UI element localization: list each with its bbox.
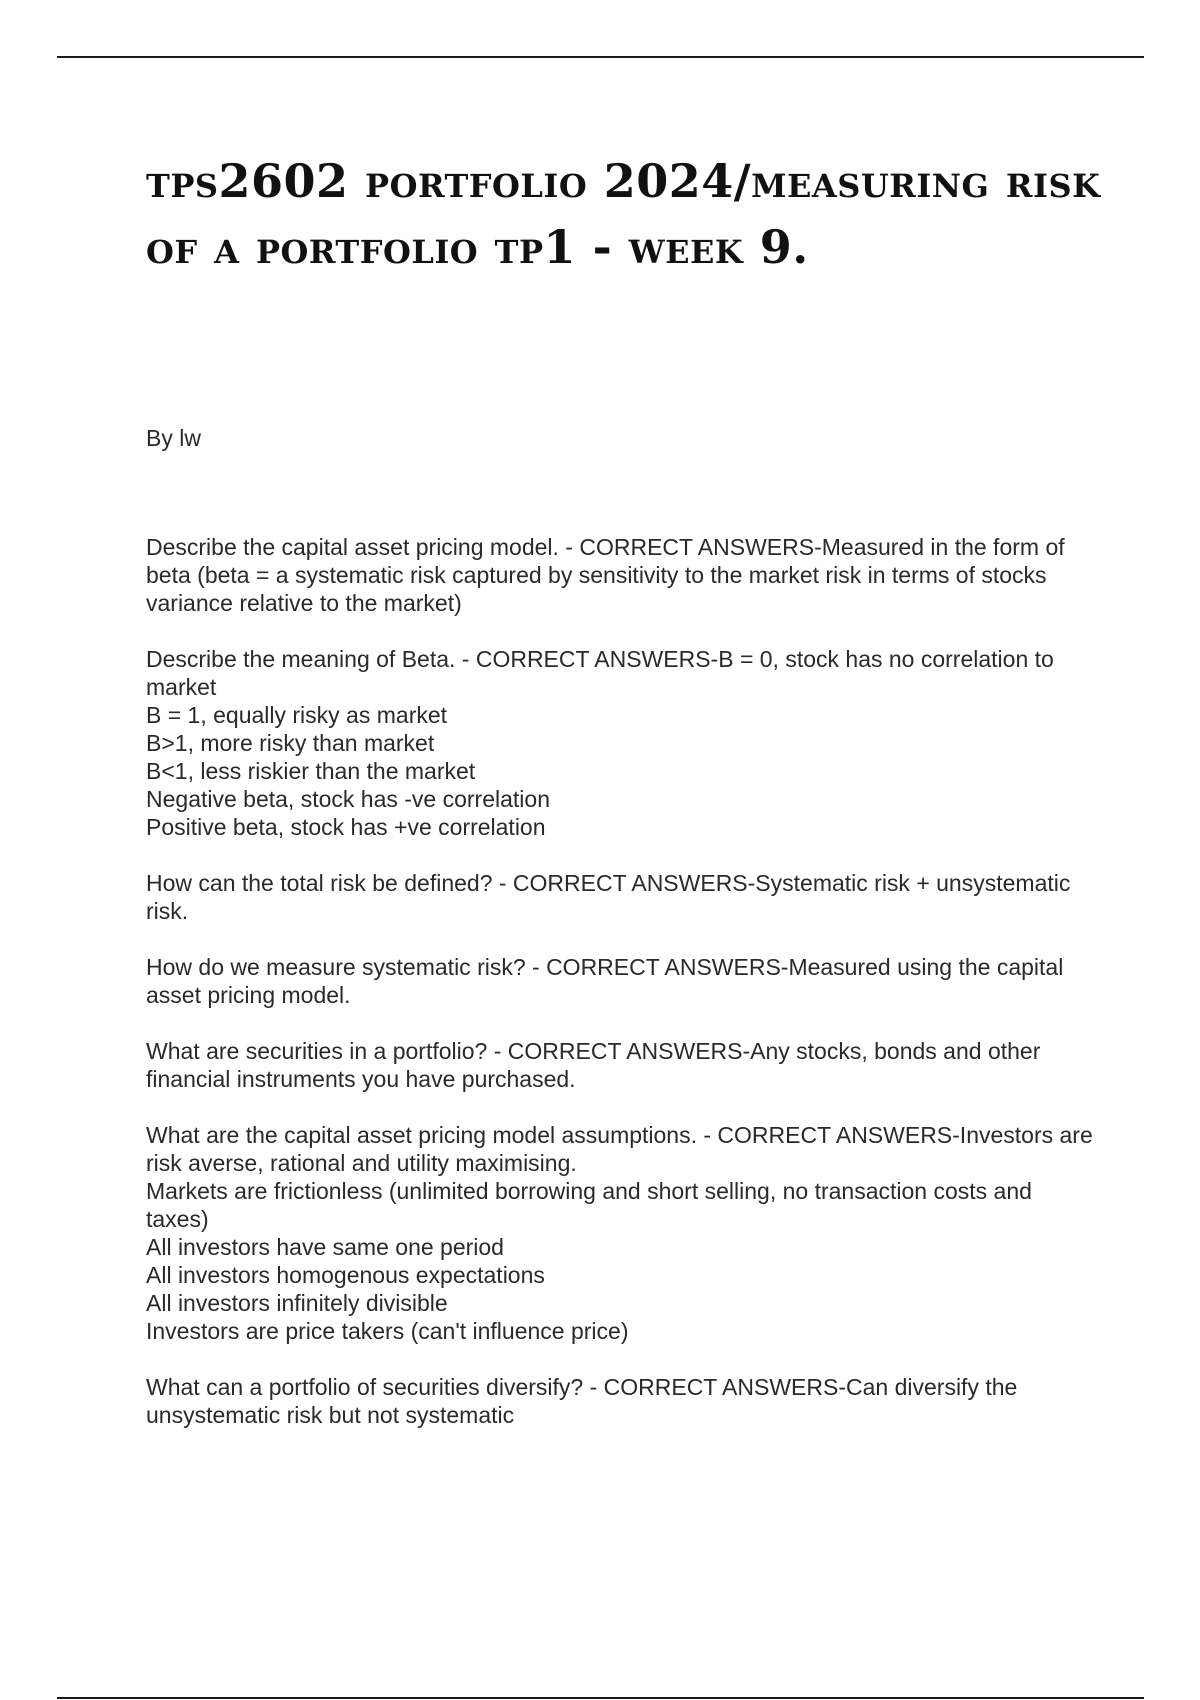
qa-item-beta-meaning: Describe the meaning of Beta. - CORRECT ANSWERS-B = 0, stock has no correlation to market B = 1, equally risky as market B>1, more risky than market B<1, less riskier than the market Negative beta, stock has -ve correlation Positive beta, stock has +ve correlation	[146, 646, 1054, 840]
qa-item-total-risk: How can the total risk be defined? - CORRECT ANSWERS-Systematic risk + unsystematic risk.	[146, 870, 1077, 924]
bottom-divider	[57, 1697, 1144, 1699]
qa-list	[146, 533, 1096, 1457]
qa-item-capm-assumptions: What are the capital asset pricing model assumptions. - CORRECT ANSWERS-Investors are risk averse, rational and utility maximising. Markets are frictionless (unlimited borrowing and short selling, no transaction costs and taxes) All investors have same one period All investors homogenous expectations All investors infinitely divisible Investors are price takers (can't influence price)	[146, 1122, 1093, 1344]
qa-item-diversify: What can a portfolio of securities diversify? - CORRECT ANSWERS-Can diversify the unsystematic risk but not systematic	[146, 1374, 1024, 1428]
author-line: By lw	[146, 425, 201, 451]
qa-item-systematic-risk: How do we measure systematic risk? - CORRECT ANSWERS-Measured using the capital asset pricing model.	[146, 954, 1070, 1008]
qa-item-securities: What are securities in a portfolio? - CORRECT ANSWERS-Any stocks, bonds and other financial instruments you have purchased.	[146, 1038, 1047, 1092]
document-title: tps2602 portfolio 2024/measuring risk of a portfolio tp1 - week 9.	[146, 154, 1101, 274]
top-divider	[57, 56, 1144, 58]
qa-item-capm: Describe the capital asset pricing model. - CORRECT ANSWERS-Measured in the form of beta (beta = a systematic risk captured by sensitivity to the market risk in terms of stocks variance relative to the market)	[146, 534, 1072, 616]
